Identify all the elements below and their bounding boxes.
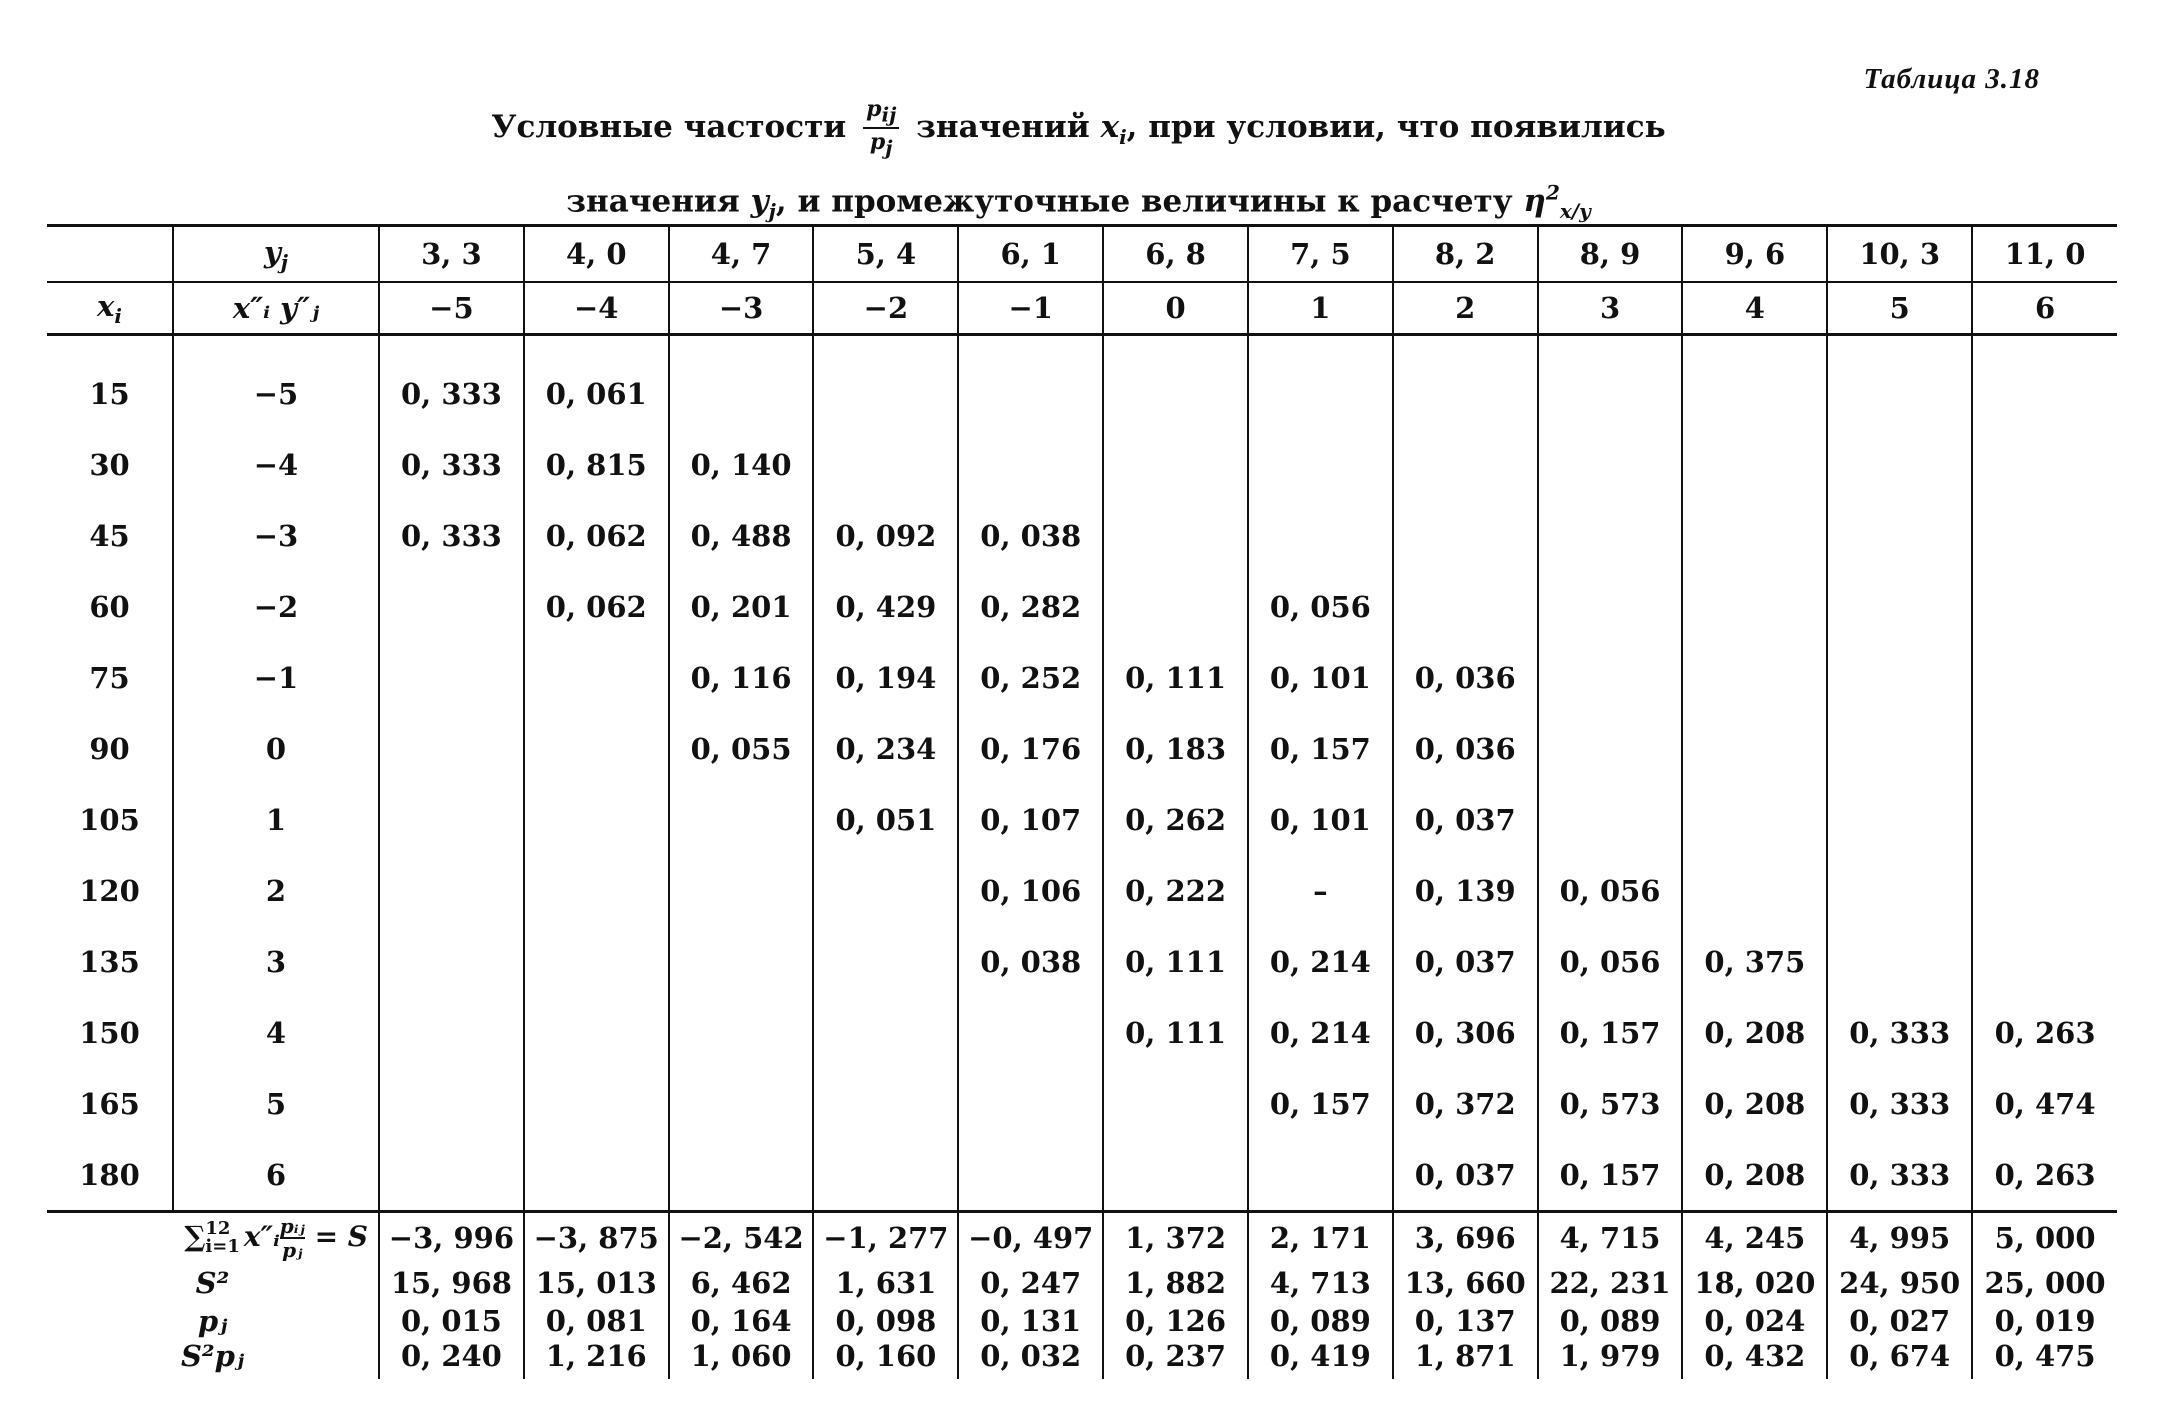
frequency-cell [379, 926, 524, 997]
table-row [47, 784, 2117, 855]
frequency-cell [379, 713, 524, 784]
pj-row-cell: 0, 081 [524, 1303, 669, 1339]
table-row [47, 1139, 2117, 1212]
frequency-cell [1827, 500, 1972, 571]
frequency-cell [1682, 642, 1827, 713]
frequency-cell: 0, 372 [1393, 1068, 1538, 1139]
frequency-cell: 0, 111 [1103, 642, 1248, 713]
frequency-cell: 0, 036 [1393, 713, 1538, 784]
header-row-codes [47, 282, 2117, 335]
y-value-header: 3, 3 [379, 226, 524, 283]
x-code: 4 [173, 997, 379, 1068]
table-row [47, 855, 2117, 926]
x-code: 5 [173, 1068, 379, 1139]
frequency-cell: 0, 092 [813, 500, 958, 571]
frequency-cell: 0, 037 [1393, 784, 1538, 855]
frequency-cell [813, 855, 958, 926]
sum-row-cell: 4, 715 [1538, 1212, 1683, 1264]
title-fraction: $\frac{p_{ij}}{p_j}$ [863, 96, 899, 161]
frequency-cell [958, 1068, 1103, 1139]
frequency-cell [669, 358, 814, 429]
frequency-cell [958, 1139, 1103, 1212]
frequency-cell [524, 926, 669, 997]
frequency-cell [1248, 358, 1393, 429]
frequency-cell [1393, 358, 1538, 429]
frequency-cell: 0, 183 [1103, 713, 1248, 784]
frequency-cell [524, 713, 669, 784]
frequency-cell [1827, 926, 1972, 997]
x-value: 75 [89, 660, 130, 695]
s-squared-row-cell: 6, 462 [669, 1263, 814, 1303]
y-code-header: 6 [1972, 282, 2117, 335]
frequency-cell [524, 1068, 669, 1139]
frequency-cell [669, 855, 814, 926]
frequency-cell: 0, 111 [1103, 997, 1248, 1068]
s-squared-row-cell: 15, 968 [379, 1263, 524, 1303]
frequency-cell [1972, 926, 2117, 997]
s-squared-pj-row-cell: 0, 032 [958, 1339, 1103, 1379]
frequency-cell [1538, 500, 1683, 571]
frequency-cell [1538, 429, 1683, 500]
frequency-cell [379, 642, 524, 713]
sum-formula-label: ∑ 12 i=1 x″ᵢ $\frac{\text{pᵢⱼ}}{\text{pⱼ}} = S$ [47, 1212, 379, 1264]
frequency-cell [669, 926, 814, 997]
frequency-cell: 0, 176 [958, 713, 1103, 784]
s-squared-pj-row-cell: 0, 419 [1248, 1339, 1393, 1379]
frequency-cell: 0, 333 [1827, 1139, 1972, 1212]
frequency-cell [1393, 500, 1538, 571]
s-squared-row-cell: 13, 660 [1393, 1263, 1538, 1303]
frequency-cell: 0, 055 [669, 713, 814, 784]
x-value: 30 [89, 447, 130, 482]
frequency-cell: 0, 333 [379, 358, 524, 429]
frequency-cell [1972, 855, 2117, 926]
sum-row-cell: −2, 542 [669, 1212, 814, 1264]
frequency-cell [813, 997, 958, 1068]
frequency-cell: 0, 101 [1248, 642, 1393, 713]
s-squared-pj-row-cell: 0, 160 [813, 1339, 958, 1379]
title-text-4: значения [566, 183, 740, 220]
x-value: 45 [89, 518, 130, 553]
x-value: 105 [79, 802, 140, 837]
frequency-cell: 0, 252 [958, 642, 1103, 713]
frequency-cell: 0, 106 [958, 855, 1103, 926]
y-code-header: −2 [813, 282, 958, 335]
frequency-cell [1103, 500, 1248, 571]
frequency-cell [1682, 571, 1827, 642]
x-code: −3 [173, 500, 379, 571]
frequency-cell [958, 997, 1103, 1068]
s-squared-pj-row-cell: 1, 871 [1393, 1339, 1538, 1379]
x-code: −2 [173, 571, 379, 642]
pj-row-cell: 0, 137 [1393, 1303, 1538, 1339]
sum-row-cell: 5, 000 [1972, 1212, 2117, 1264]
y-value-header: 9, 6 [1682, 226, 1827, 283]
y-label: $y_j$ [173, 226, 379, 283]
x-code: −4 [173, 429, 379, 500]
table-number-label: Таблица 3.18 [1863, 63, 2040, 95]
x-code: −1 [173, 642, 379, 713]
title-var-x: $x_i$ [1100, 108, 1127, 150]
frequency-cell [524, 997, 669, 1068]
frequency-cell [1682, 855, 1827, 926]
y-value-header: 5, 4 [813, 226, 958, 283]
s-squared-row-cell: 22, 231 [1538, 1263, 1683, 1303]
pj-row-label: pⱼ [197, 1304, 228, 1338]
frequency-cell [1393, 571, 1538, 642]
s-squared-row-cell: 1, 631 [813, 1263, 958, 1303]
title-eta: $\eta^2_{x/y}$ [1523, 181, 1591, 224]
code-label: x″ᵢ y″ⱼ [173, 282, 379, 335]
s-squared-row-cell: 24, 950 [1827, 1263, 1972, 1303]
y-code-header: 1 [1248, 282, 1393, 335]
pj-row-cell: 0, 015 [379, 1303, 524, 1339]
y-value-header: 6, 8 [1103, 226, 1248, 283]
sum-row-cell: −0, 497 [958, 1212, 1103, 1264]
frequency-cell: 0, 037 [1393, 926, 1538, 997]
s-squared-row-cell: 25, 000 [1972, 1263, 2117, 1303]
frequency-cell [1538, 571, 1683, 642]
y-value-header: 11, 0 [1972, 226, 2117, 283]
frequency-cell [524, 1139, 669, 1212]
title-var-y: $y_j$ [750, 183, 776, 224]
pj-row-cell: 0, 024 [1682, 1303, 1827, 1339]
x-code: 6 [173, 1139, 379, 1212]
sum-row-cell: 4, 245 [1682, 1212, 1827, 1264]
frequency-cell: 0, 282 [958, 571, 1103, 642]
frequency-cell: 0, 474 [1972, 1068, 2117, 1139]
frequency-cell [1103, 358, 1248, 429]
y-code-header: 2 [1393, 282, 1538, 335]
x-value: 135 [79, 944, 140, 979]
frequency-cell: 0, 208 [1682, 1139, 1827, 1212]
header-row-y [47, 226, 2117, 283]
frequency-cell [379, 784, 524, 855]
frequency-cell [1538, 358, 1683, 429]
frequency-cell: 0, 263 [1972, 1139, 2117, 1212]
frequency-cell [1682, 713, 1827, 784]
frequency-cell: 0, 222 [1103, 855, 1248, 926]
frequency-cell [669, 997, 814, 1068]
table-row [47, 429, 2117, 500]
y-code-header: 3 [1538, 282, 1683, 335]
title-text-5: , и промежуточные величины к расчету [775, 183, 1513, 220]
y-code-header: −1 [958, 282, 1103, 335]
s-squared-pj-row-cell: 1, 216 [524, 1339, 669, 1379]
frequency-cell [1103, 1068, 1248, 1139]
frequency-cell: 0, 815 [524, 429, 669, 500]
y-value-header: 4, 0 [524, 226, 669, 283]
frequency-cell [813, 358, 958, 429]
frequency-cell [379, 997, 524, 1068]
frequency-cell [1972, 642, 2117, 713]
y-code-header: −5 [379, 282, 524, 335]
frequency-cell: 0, 038 [958, 500, 1103, 571]
frequency-cell: 0, 056 [1538, 855, 1683, 926]
frequency-cell [1538, 784, 1683, 855]
x-value: 150 [79, 1015, 140, 1050]
frequency-cell [1972, 358, 2117, 429]
frequency-cell [524, 642, 669, 713]
frequency-cell: 0, 214 [1248, 926, 1393, 997]
table-row [47, 926, 2117, 997]
frequency-cell [813, 926, 958, 997]
frequency-cell: 0, 375 [1682, 926, 1827, 997]
frequency-cell: 0, 263 [1972, 997, 2117, 1068]
frequency-cell: 0, 056 [1538, 926, 1683, 997]
frequency-cell [524, 784, 669, 855]
y-code-header: 0 [1103, 282, 1248, 335]
sum-row-cell: 4, 995 [1827, 1212, 1972, 1264]
s-squared-pj-row-cell: 0, 674 [1827, 1339, 1972, 1379]
table-row [47, 713, 2117, 784]
pj-row-cell: 0, 126 [1103, 1303, 1248, 1339]
x-value: 165 [79, 1086, 140, 1121]
frequency-cell [524, 855, 669, 926]
frequency-cell [669, 784, 814, 855]
frequency-cell: 0, 306 [1393, 997, 1538, 1068]
x-code: 0 [173, 713, 379, 784]
frequency-cell [813, 1139, 958, 1212]
frequency-cell [958, 429, 1103, 500]
pj-row-cell: 0, 089 [1248, 1303, 1393, 1339]
s-squared-pj-row [47, 1339, 2117, 1379]
frequency-cell: 0, 194 [813, 642, 958, 713]
frequency-cell [1972, 784, 2117, 855]
frequency-cell [1682, 429, 1827, 500]
frequency-cell [1827, 429, 1972, 500]
frequency-cell [1538, 713, 1683, 784]
spacer-row [47, 335, 2117, 359]
frequency-cell: 0, 111 [1103, 926, 1248, 997]
frequency-cell [1827, 855, 1972, 926]
s-squared-pj-row-cell: 0, 240 [379, 1339, 524, 1379]
x-value: 15 [89, 376, 130, 411]
frequency-cell: 0, 140 [669, 429, 814, 500]
frequency-cell: 0, 157 [1248, 713, 1393, 784]
frequency-cell [1248, 429, 1393, 500]
table-row [47, 997, 2117, 1068]
frequency-cell: 0, 062 [524, 500, 669, 571]
title-line-1 [0, 96, 2157, 165]
frequency-cell: 0, 333 [1827, 1068, 1972, 1139]
y-code-header: 4 [1682, 282, 1827, 335]
y-value-header: 8, 2 [1393, 226, 1538, 283]
sum-row-cell: −3, 875 [524, 1212, 669, 1264]
pj-row-cell: 0, 089 [1538, 1303, 1683, 1339]
frequency-cell: 0, 157 [1538, 1139, 1683, 1212]
frequency-cell [1972, 713, 2117, 784]
frequency-cell [1682, 500, 1827, 571]
s-squared-row-cell: 1, 882 [1103, 1263, 1248, 1303]
frequency-cell [1103, 571, 1248, 642]
frequency-cell: 0, 051 [813, 784, 958, 855]
sum-row-cell: 2, 171 [1248, 1212, 1393, 1264]
frequency-cell [1827, 571, 1972, 642]
frequency-cell: 0, 056 [1248, 571, 1393, 642]
frequency-cell: 0, 038 [958, 926, 1103, 997]
frequency-cell: 0, 062 [524, 571, 669, 642]
y-code-header: −4 [524, 282, 669, 335]
table-row [47, 571, 2117, 642]
sum-row-cell: −3, 996 [379, 1212, 524, 1264]
y-code-header: −3 [669, 282, 814, 335]
y-value-header: 4, 7 [669, 226, 814, 283]
s-squared-pj-row-cell: 1, 060 [669, 1339, 814, 1379]
x-value: 120 [79, 873, 140, 908]
x-value: 90 [89, 731, 130, 766]
frequency-cell [1972, 500, 2117, 571]
table-row [47, 642, 2117, 713]
table-row [47, 1068, 2117, 1139]
s-squared-pj-row-label: S²pⱼ [180, 1339, 244, 1373]
x-code: −5 [173, 358, 379, 429]
frequency-cell: – [1248, 855, 1393, 926]
frequency-cell: 0, 061 [524, 358, 669, 429]
frequency-cell: 0, 214 [1248, 997, 1393, 1068]
frequency-cell [1682, 358, 1827, 429]
s-squared-pj-row-cell: 0, 237 [1103, 1339, 1248, 1379]
frequency-cell [1972, 429, 2117, 500]
table-title [0, 96, 2157, 240]
frequency-cell [958, 358, 1103, 429]
frequency-cell: 0, 333 [379, 429, 524, 500]
frequency-cell: 0, 157 [1538, 997, 1683, 1068]
frequency-cell: 0, 157 [1248, 1068, 1393, 1139]
s-squared-row-label: S² [195, 1266, 230, 1300]
x-code: 2 [173, 855, 379, 926]
frequency-cell [1103, 1139, 1248, 1212]
pj-row-cell: 0, 098 [813, 1303, 958, 1339]
y-value-header: 10, 3 [1827, 226, 1972, 283]
frequency-cell [1103, 429, 1248, 500]
frequency-cell: 0, 488 [669, 500, 814, 571]
x-code: 1 [173, 784, 379, 855]
s-squared-row-cell: 18, 020 [1682, 1263, 1827, 1303]
s-squared-row [47, 1263, 2117, 1303]
frequency-cell [379, 1068, 524, 1139]
frequency-cell [1827, 358, 1972, 429]
frequency-cell: 0, 139 [1393, 855, 1538, 926]
x-label: $x_i$ [47, 282, 173, 335]
frequency-cell [1827, 784, 1972, 855]
frequency-cell [669, 1139, 814, 1212]
x-value: 60 [89, 589, 130, 624]
title-text-1: Условные частости [491, 108, 847, 145]
frequency-cell: 0, 101 [1248, 784, 1393, 855]
pj-row-cell: 0, 027 [1827, 1303, 1972, 1339]
frequency-cell: 0, 333 [1827, 997, 1972, 1068]
frequency-cell [813, 1068, 958, 1139]
s-squared-pj-row-cell: 0, 475 [1972, 1339, 2117, 1379]
title-text-3: , при условии, что появились [1126, 108, 1666, 145]
frequency-cell [379, 855, 524, 926]
s-squared-row-cell: 0, 247 [958, 1263, 1103, 1303]
frequency-cell [1972, 571, 2117, 642]
frequency-cell: 0, 107 [958, 784, 1103, 855]
y-value-header: 7, 5 [1248, 226, 1393, 283]
y-value-header: 6, 1 [958, 226, 1103, 283]
frequency-cell: 0, 573 [1538, 1068, 1683, 1139]
frequency-cell: 0, 037 [1393, 1139, 1538, 1212]
s-squared-pj-row-cell: 0, 432 [1682, 1339, 1827, 1379]
table-row [47, 500, 2117, 571]
frequency-cell [1827, 642, 1972, 713]
x-code: 3 [173, 926, 379, 997]
y-value-header: 8, 9 [1538, 226, 1683, 283]
frequency-cell: 0, 234 [813, 713, 958, 784]
frequency-cell [669, 1068, 814, 1139]
sum-row-cell: −1, 277 [813, 1212, 958, 1264]
s-squared-row-cell: 4, 713 [1248, 1263, 1393, 1303]
frequency-table [47, 224, 2117, 1379]
frequency-cell [1827, 713, 1972, 784]
sum-row-cell: 3, 696 [1393, 1212, 1538, 1264]
title-text-2: значений [916, 108, 1090, 145]
table-row [47, 358, 2117, 429]
pj-row-cell: 0, 019 [1972, 1303, 2117, 1339]
frequency-cell [1248, 500, 1393, 571]
sum-row [47, 1212, 2117, 1264]
frequency-cell: 0, 208 [1682, 997, 1827, 1068]
frequency-cell [1248, 1139, 1393, 1212]
y-code-header: 5 [1827, 282, 1972, 335]
frequency-cell [379, 571, 524, 642]
frequency-cell: 0, 201 [669, 571, 814, 642]
frequency-cell: 0, 036 [1393, 642, 1538, 713]
frequency-cell: 0, 333 [379, 500, 524, 571]
frequency-cell [813, 429, 958, 500]
sum-row-cell: 1, 372 [1103, 1212, 1248, 1264]
frequency-cell [1538, 642, 1683, 713]
pj-row-cell: 0, 131 [958, 1303, 1103, 1339]
frequency-cell [1393, 429, 1538, 500]
s-squared-pj-row-cell: 1, 979 [1538, 1339, 1683, 1379]
frequency-cell: 0, 208 [1682, 1068, 1827, 1139]
frequency-cell: 0, 116 [669, 642, 814, 713]
frequency-cell [1682, 784, 1827, 855]
pj-row-cell: 0, 164 [669, 1303, 814, 1339]
frequency-cell [379, 1139, 524, 1212]
frequency-cell: 0, 262 [1103, 784, 1248, 855]
pj-row [47, 1303, 2117, 1339]
x-value: 180 [79, 1157, 140, 1192]
frequency-cell: 0, 429 [813, 571, 958, 642]
s-squared-row-cell: 15, 013 [524, 1263, 669, 1303]
